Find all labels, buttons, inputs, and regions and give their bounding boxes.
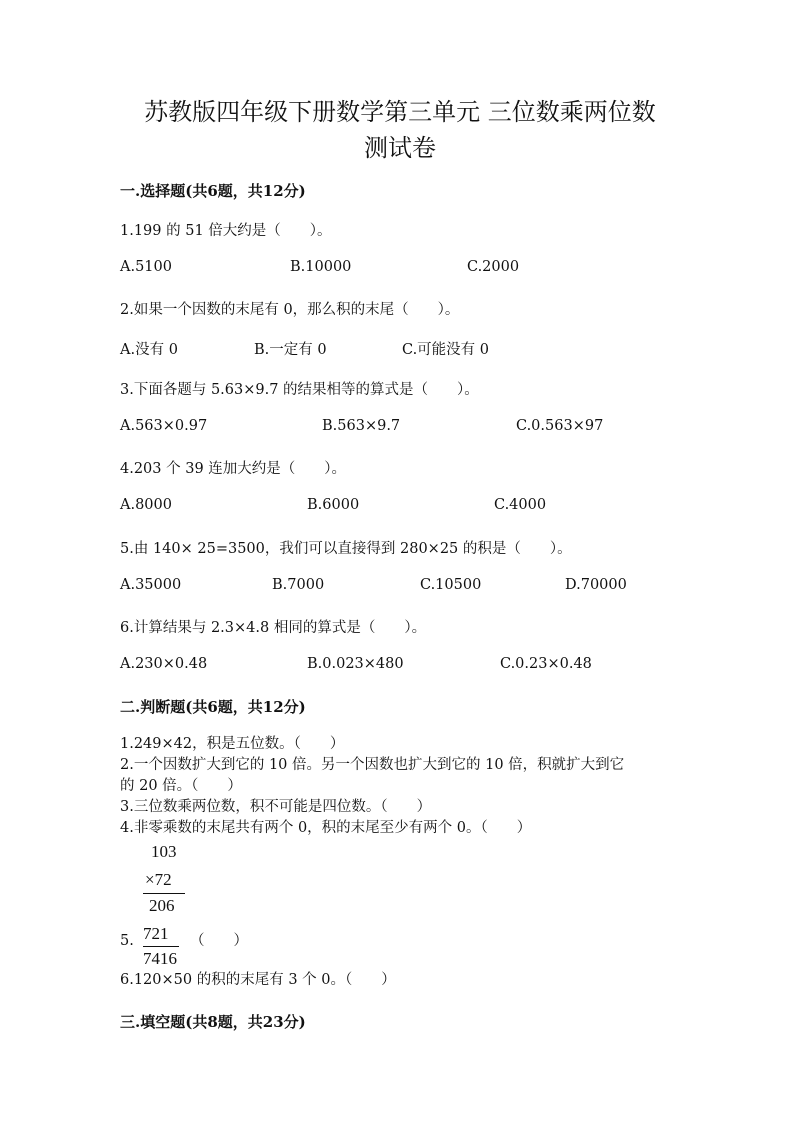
option-3a: A.563×0.97: [120, 418, 208, 434]
page-title-line1: 苏教版四年级下册数学第三单元 三位数乘两位数: [144, 98, 656, 126]
option-4b: B.6000: [307, 497, 360, 513]
judge-1: 1.249×42，积是五位数。（ ）: [120, 736, 345, 752]
question-3: 3.下面各题与 5.63×9.7 的结果相等的算式是（ ）。: [120, 382, 479, 398]
option-5a: A.35000: [120, 577, 182, 593]
option-5b: B.7000: [272, 577, 325, 593]
calc-product: 7416: [143, 949, 177, 968]
question-6: 6.计算结果与 2.3×4.8 相同的算式是（ ）。: [120, 620, 427, 636]
judge-2-line1: 2.一个因数扩大到它的 10 倍。另一个因数也扩大到它的 10 倍，积就扩大到它: [120, 757, 625, 773]
section-heading-fill: 三.填空题(共8题，共23分): [120, 1013, 306, 1031]
option-3c: C.0.563×97: [516, 418, 604, 434]
option-6c: C.0.23×0.48: [500, 656, 592, 672]
option-3b: B.563×9.7: [322, 418, 401, 434]
question-5: 5.由 140× 25=3500，我们可以直接得到 280×25 的积是（ ）。: [120, 541, 572, 557]
judge-3: 3.三位数乘两位数，积不可能是四位数。（ ）: [120, 799, 432, 815]
calc-multiplicand: 103: [151, 842, 177, 861]
calc-rule-line: [143, 893, 185, 894]
option-1c: C.2000: [467, 259, 520, 275]
judge-2-line2: 的 20 倍。（ ）: [120, 778, 242, 794]
judge-5-blank: （ ）: [190, 933, 248, 949]
calc-partial-product-2: 721: [143, 924, 169, 943]
option-2a: A.没有 0: [120, 342, 178, 358]
calc-rule-line-2: [143, 946, 179, 947]
judge-5-number: 5.: [120, 933, 134, 949]
judge-4: 4.非零乘数的末尾共有两个 0，积的末尾至少有两个 0。（ ）: [120, 820, 532, 836]
question-2: 2.如果一个因数的末尾有 0，那么积的末尾（ ）。: [120, 302, 460, 318]
vertical-multiplication: [143, 840, 193, 975]
question-4: 4.203 个 39 连加大约是（ ）。: [120, 461, 347, 477]
judge-6: 6.120×50 的积的末尾有 3 个 0。（ ）: [120, 972, 396, 988]
option-4a: A.8000: [120, 497, 172, 513]
option-6b: B.0.023×480: [307, 656, 404, 672]
option-4c: C.4000: [494, 497, 547, 513]
calc-multiplier: ×72: [145, 870, 172, 889]
option-1b: B.10000: [290, 259, 352, 275]
section-heading-choice: 一.选择题(共6题，共12分): [120, 182, 306, 200]
option-5d: D.70000: [565, 577, 627, 593]
option-1a: A.5100: [120, 259, 172, 275]
option-2c: C.可能没有 0: [402, 342, 490, 358]
calc-partial-product-1: 206: [149, 896, 175, 915]
option-6a: A.230×0.48: [120, 656, 208, 672]
section-heading-judge: 二.判断题(共6题，共12分): [120, 698, 306, 716]
option-5c: C.10500: [420, 577, 482, 593]
option-2b: B.一定有 0: [254, 342, 327, 358]
page-title-line2: 测试卷: [364, 134, 436, 162]
question-1: 1.199 的 51 倍大约是（ ）。: [120, 223, 332, 239]
